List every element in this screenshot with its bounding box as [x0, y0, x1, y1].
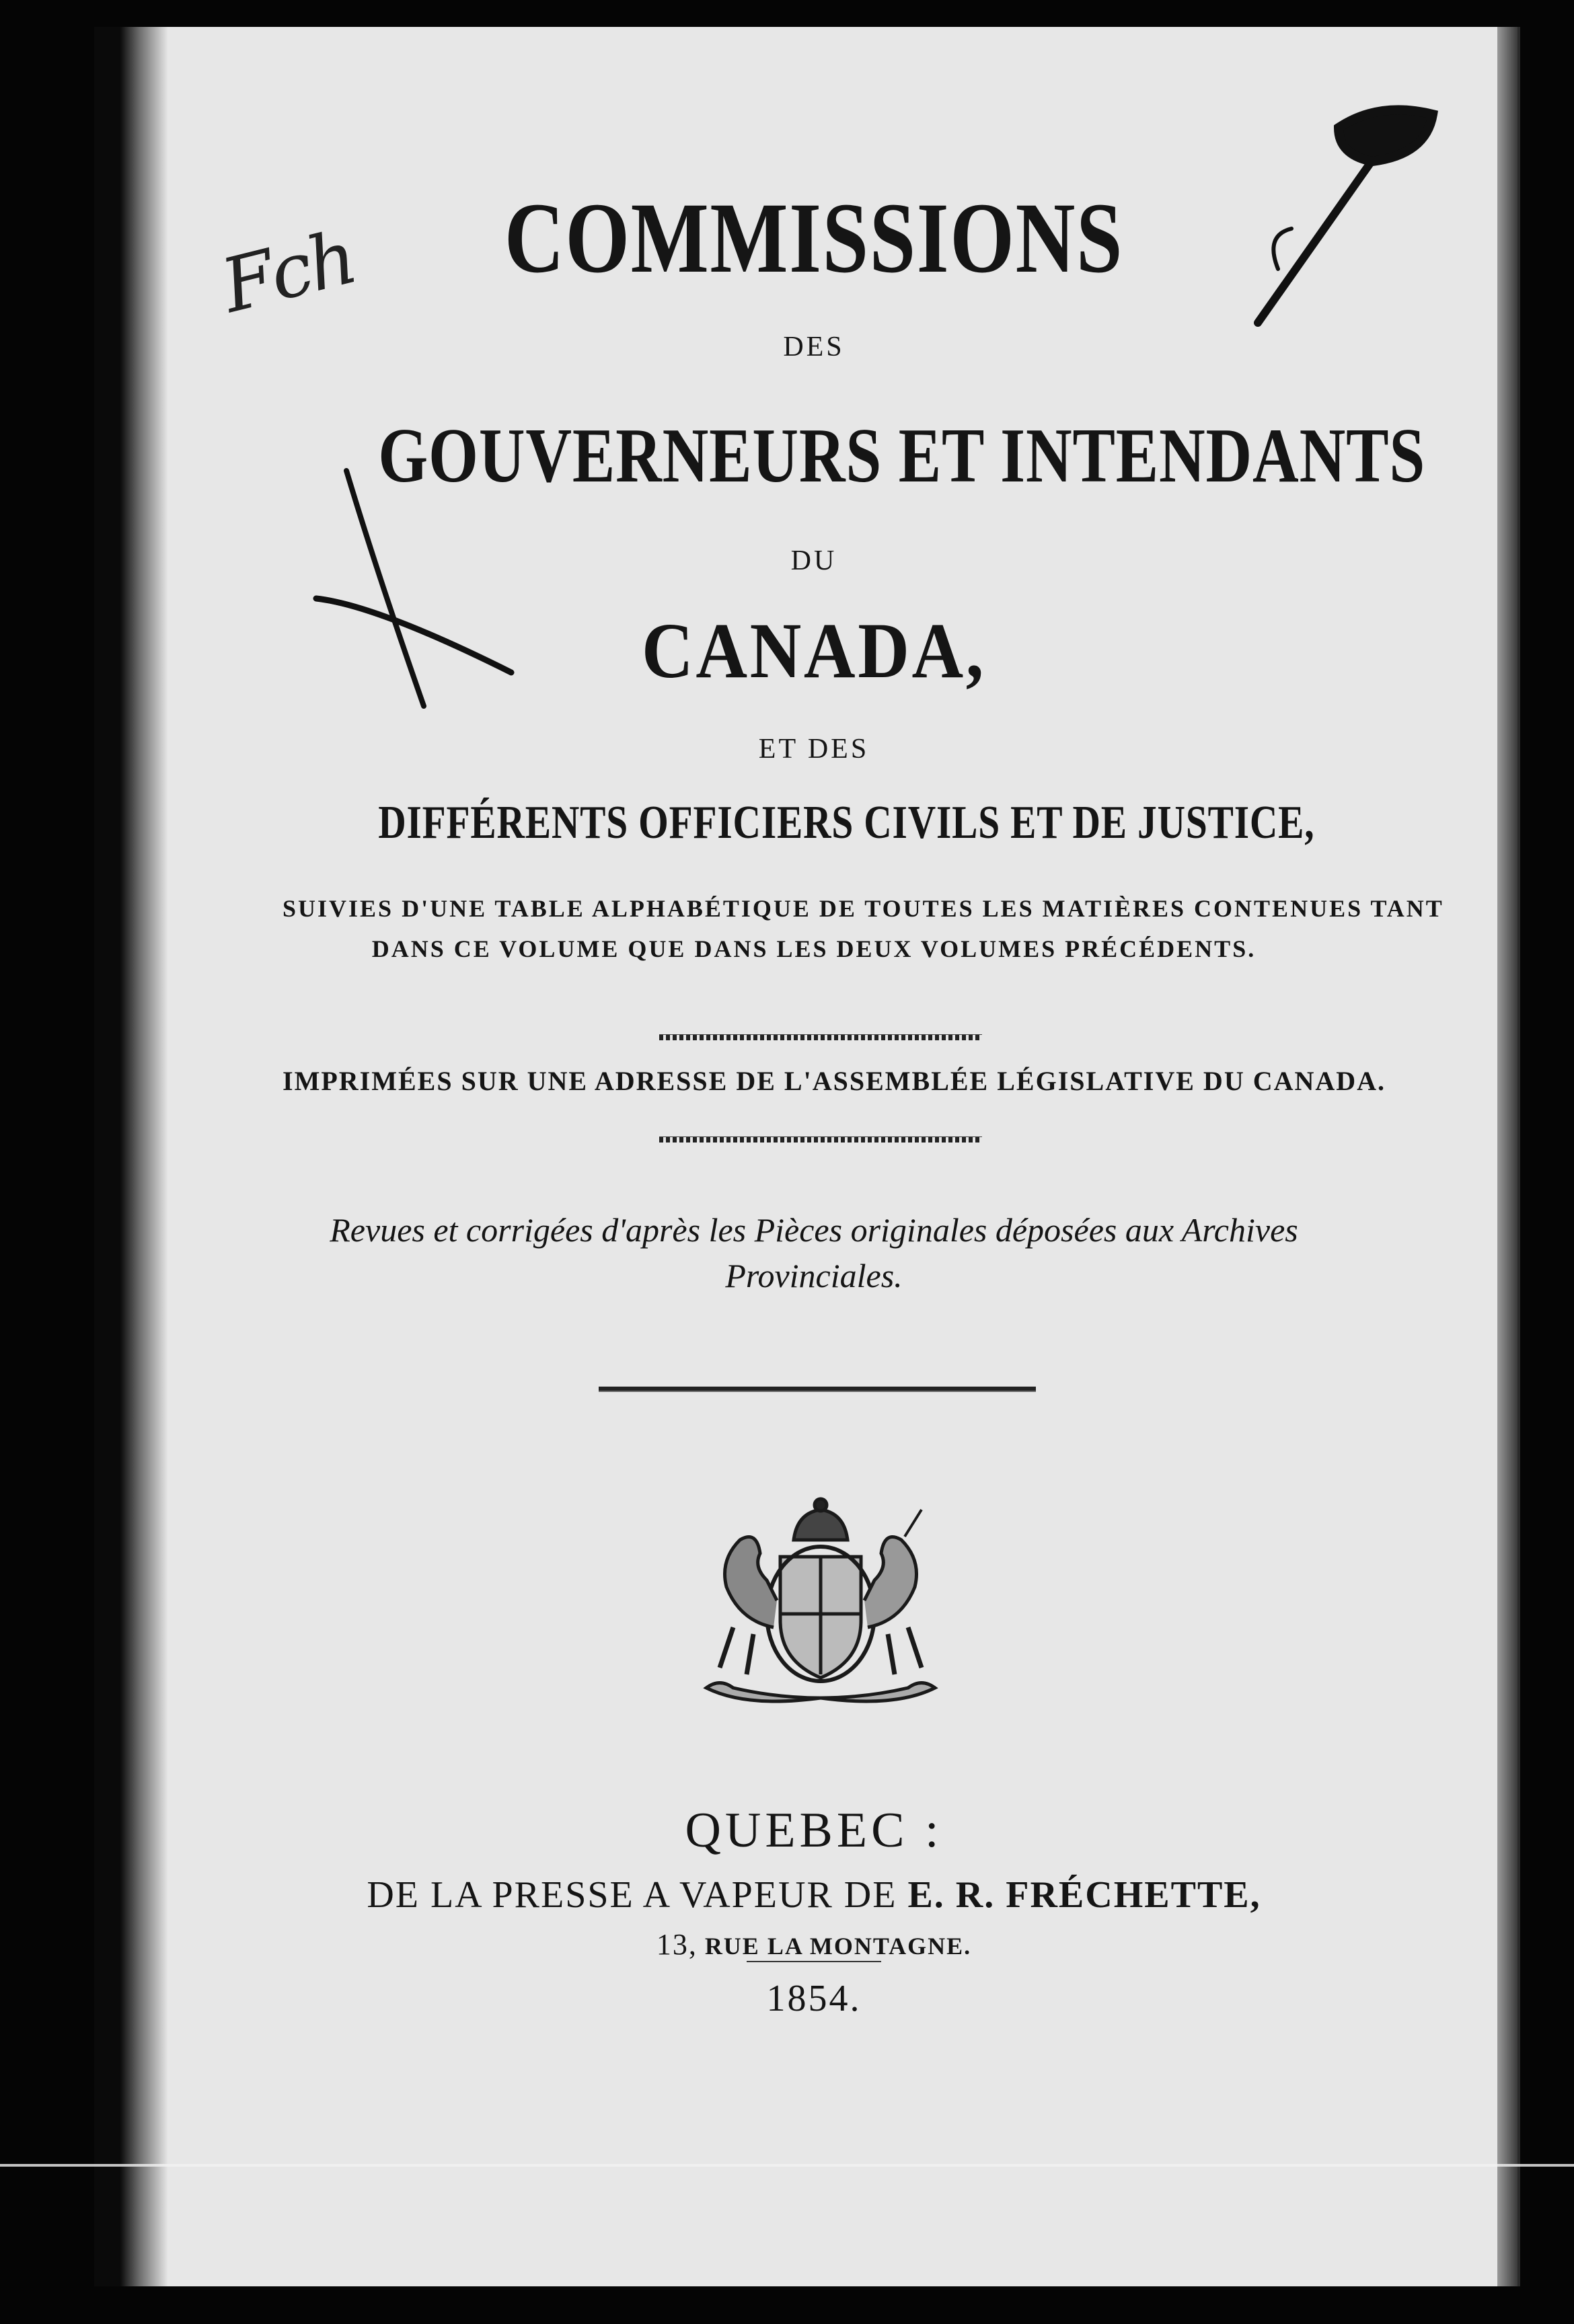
royal-coat-of-arms-icon — [679, 1493, 962, 1715]
connector-des: DES — [783, 332, 845, 362]
revision-note-line-1: Revues et corrigées d'après les Pièces originales déposées aux Archives — [330, 1211, 1298, 1249]
scan-artifact-line — [0, 2164, 1574, 2167]
imprint-address — [283, 1927, 1345, 1962]
subtitle-officiers: DIFFÉRENTS OFFICIERS CIVILS ET DE JUSTICE, — [378, 797, 1315, 849]
description-line-1: SUIVIES D'UNE TABLE ALPHABÉTIQUE DE TOUTES LES MATIÈRES CONTENUES TANT — [283, 895, 1444, 922]
main-title: COMMISSIONS — [504, 182, 1124, 294]
year-rule — [747, 1961, 881, 1962]
imprint-place: QUEBEC : — [685, 1803, 943, 1858]
page-torn-edge-left — [94, 27, 168, 2286]
revision-note-line-2: Provinciales. — [725, 1257, 903, 1294]
ornamental-rule-top — [659, 1034, 982, 1040]
subtitle-gouverneurs: GOUVERNEURS ET INTENDANTS — [378, 413, 1426, 499]
description-line-2: DANS CE VOLUME QUE DANS LES DEUX VOLUMES PRÉCÉDENTS. — [371, 935, 1257, 962]
connector-du: DU — [790, 545, 837, 576]
printing-note: IMPRIMÉES SUR UNE ADRESSE DE L'ASSEMBLÉE LÉGISLATIVE DU CANADA. — [283, 1066, 1386, 1096]
title-page-content — [283, 0, 1444, 2324]
imprint-press — [283, 1873, 1345, 1916]
handwritten-note-fch: Fch — [213, 214, 363, 330]
subtitle-canada: CANADA, — [642, 607, 986, 695]
address-number: 13, — [656, 1928, 698, 1961]
press-name: E. R. FRÉCHETTE, — [907, 1874, 1261, 1916]
press-prefix: DE LA PRESSE A VAPEUR DE — [367, 1874, 897, 1916]
ornamental-rule-bottom — [659, 1136, 982, 1142]
divider-rule — [599, 1387, 1036, 1392]
page-edge-right — [1497, 27, 1517, 2286]
imprint-year: 1854. — [766, 1978, 862, 2019]
address-street: RUE LA MONTAGNE. — [704, 1933, 972, 1960]
connector-et-des: ET DES — [758, 734, 870, 765]
